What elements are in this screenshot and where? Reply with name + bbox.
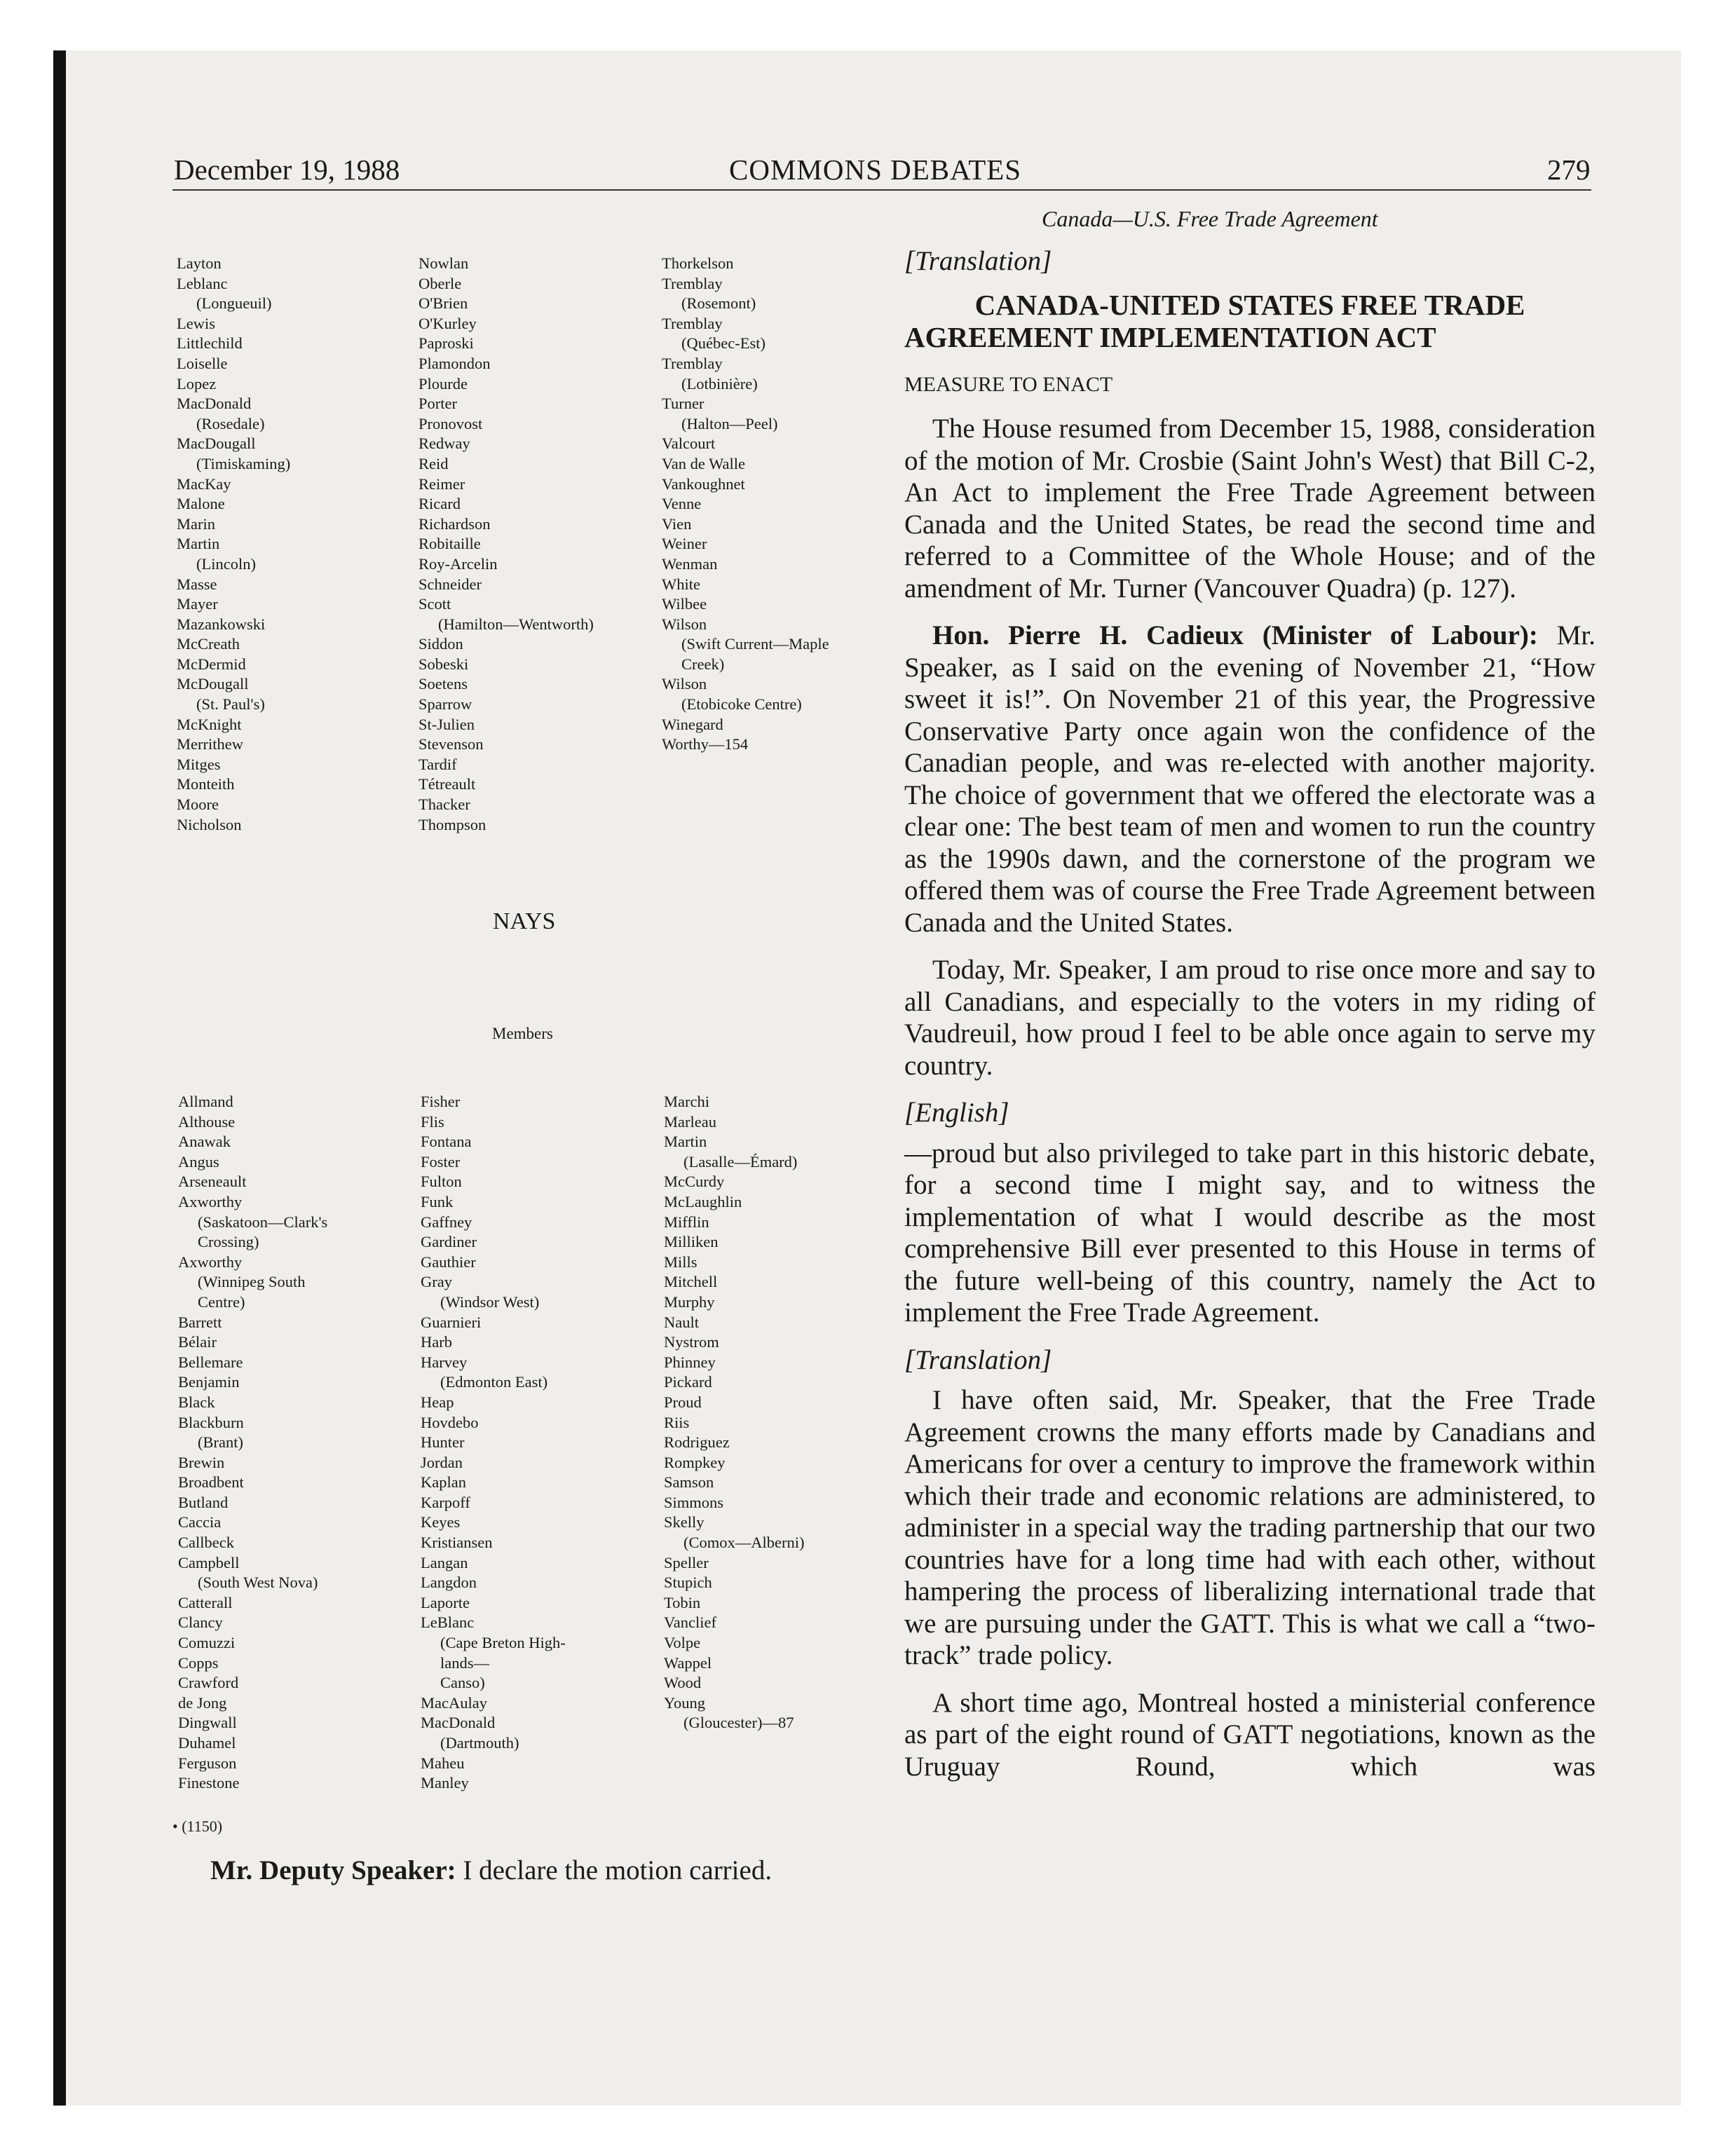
yeas-column-1 bbox=[177, 254, 290, 835]
member-name: Vien bbox=[662, 514, 692, 533]
member-name: Marleau bbox=[664, 1112, 716, 1131]
member-name: Soetens bbox=[419, 675, 468, 693]
yeas-column-2 bbox=[419, 254, 594, 835]
member-name: Valcourt bbox=[662, 435, 716, 453]
member-name: de Jong bbox=[178, 1693, 227, 1712]
member-name: Siddon bbox=[419, 635, 463, 653]
member-name: (Hamilton—Wentworth) bbox=[438, 615, 594, 633]
member-name: Sparrow bbox=[419, 695, 472, 714]
member-name: Laporte bbox=[421, 1593, 470, 1611]
member-name: Reimer bbox=[419, 475, 465, 493]
member-name: Black bbox=[178, 1393, 215, 1411]
member-name: Tobin bbox=[664, 1593, 701, 1611]
member-name: (Cape Breton High- bbox=[440, 1634, 566, 1652]
member-name: Wood bbox=[664, 1674, 702, 1692]
paragraph-1: The House resumed from December 15, 1988, consideration of the motion of Mr. Crosbie (Saint John's West) that Bill C-2, An Act to implement the Free Trade Agreement between Canada and the United States, be read the second time and referred to a Committee of the Whole House; and of the amendment of Mr. Turner (Vancouver Quadra) (p. 127). bbox=[904, 414, 1595, 603]
member-name: (Edmonton East) bbox=[440, 1373, 548, 1391]
member-name: (Winnipeg South bbox=[198, 1273, 306, 1291]
member-name: Roy-Arcelin bbox=[419, 554, 498, 573]
member-name: (Swift Current—Maple bbox=[681, 635, 829, 653]
member-name: Pronovost bbox=[419, 414, 483, 432]
header-date: December 19, 1988 bbox=[174, 153, 400, 186]
member-name: (Saskatoon—Clark's bbox=[198, 1213, 328, 1231]
member-name: Speller bbox=[664, 1553, 709, 1571]
member-name: (Brant) bbox=[198, 1433, 243, 1452]
member-name: Tremblay bbox=[662, 274, 723, 292]
member-name: Moore bbox=[177, 796, 219, 814]
deputy-speaker-line bbox=[210, 1855, 772, 1886]
member-name: Volpe bbox=[664, 1634, 701, 1652]
member-name: Mills bbox=[664, 1253, 698, 1271]
member-name: MacKay bbox=[177, 475, 231, 493]
member-name: Mifflin bbox=[664, 1213, 709, 1231]
member-name: Maheu bbox=[421, 1754, 465, 1772]
time-mark: • (1150) bbox=[172, 1817, 223, 1835]
member-name: Plourde bbox=[419, 374, 468, 393]
member-name: Campbell bbox=[178, 1553, 240, 1571]
speaker-name: Mr. Deputy Speaker: bbox=[210, 1855, 456, 1885]
member-name: Harvey bbox=[421, 1353, 468, 1371]
member-name: Mitges bbox=[177, 755, 221, 773]
member-name: Langan bbox=[421, 1553, 468, 1571]
member-name: Fulton bbox=[421, 1173, 462, 1191]
member-name: Mitchell bbox=[664, 1273, 718, 1291]
member-name: Sobeski bbox=[419, 655, 469, 673]
member-name: (Timiskaming) bbox=[196, 454, 291, 472]
member-name: Littlechild bbox=[177, 334, 243, 353]
member-name: (Windsor West) bbox=[440, 1292, 540, 1311]
paragraph-2 bbox=[904, 620, 1595, 939]
member-name: Duhamel bbox=[178, 1734, 236, 1752]
member-name: Wappel bbox=[664, 1653, 712, 1672]
member-name: Anawak bbox=[178, 1133, 231, 1151]
member-name: Layton bbox=[177, 254, 222, 272]
paragraph-5: I have often said, Mr. Speaker, that the Free Trade Agreement crowns the many efforts made by Canadians and Americans for over a century to improve the framework within which their trade and economic relations are administered, to administer in a special way the trading partnership that our two countries have for a long time had with each other, without hampering the process of liberalizing international trade that we are pursuing under the GATT. This is what we call a “two-track” trade policy. bbox=[904, 1385, 1595, 1670]
member-name: Vankoughnet bbox=[662, 475, 745, 493]
member-name: McCreath bbox=[177, 635, 240, 653]
member-name: Porter bbox=[419, 395, 457, 413]
member-name: Scott bbox=[419, 595, 451, 613]
member-name: Wilbee bbox=[662, 595, 707, 613]
member-name: Angus bbox=[178, 1152, 219, 1171]
member-name: MacDonald bbox=[421, 1714, 496, 1732]
member-name: Caccia bbox=[178, 1513, 222, 1531]
member-name: Hovdebo bbox=[421, 1413, 479, 1431]
member-name: Axworthy bbox=[178, 1192, 243, 1210]
translation-tag-2: [Translation] bbox=[904, 1344, 1052, 1375]
member-name: Proud bbox=[664, 1393, 702, 1411]
member-name: Lewis bbox=[177, 314, 215, 332]
member-name: Langdon bbox=[421, 1574, 477, 1592]
member-name: McDermid bbox=[177, 655, 246, 673]
member-name: Schneider bbox=[419, 575, 482, 593]
member-name: O'Kurley bbox=[419, 314, 477, 332]
member-name: Kaplan bbox=[421, 1473, 466, 1492]
member-name: Mazankowski bbox=[177, 615, 266, 633]
member-name: Guarnieri bbox=[421, 1313, 482, 1331]
member-name: Worthy—154 bbox=[662, 735, 749, 753]
member-name: Rodriguez bbox=[664, 1433, 730, 1452]
member-name: Heap bbox=[421, 1393, 454, 1411]
member-name: Axworthy bbox=[178, 1253, 243, 1271]
member-name: Tétreault bbox=[419, 775, 476, 793]
bill-title: CANADA-UNITED STATES FREE TRADE AGREEMENT IMPLEMENTATION ACT bbox=[904, 288, 1525, 353]
member-name: Gauthier bbox=[421, 1253, 476, 1271]
english-tag: [English] bbox=[904, 1098, 1009, 1128]
member-name: Venne bbox=[662, 495, 702, 513]
member-name: (Lasalle—Émard) bbox=[683, 1152, 798, 1171]
member-name: Masse bbox=[177, 575, 217, 593]
member-name: Fontana bbox=[421, 1133, 472, 1151]
member-name: Althouse bbox=[178, 1112, 236, 1131]
member-name: Bélair bbox=[178, 1333, 217, 1351]
yeas-column-3 bbox=[662, 254, 829, 755]
member-name: Nystrom bbox=[664, 1333, 719, 1351]
member-name: Thacker bbox=[419, 796, 470, 814]
member-name: Milliken bbox=[664, 1233, 719, 1251]
member-name: Callbeck bbox=[178, 1534, 234, 1552]
member-name: Merrithew bbox=[177, 735, 243, 753]
member-name: Flis bbox=[421, 1112, 444, 1131]
paragraph-6: A short time ago, Montreal hosted a ministerial conference as part of the eight round of GATT negotiations, known as the Uruguay Round, which was bbox=[904, 1687, 1595, 1782]
member-name: Marin bbox=[177, 514, 215, 533]
member-name: lands— bbox=[440, 1653, 489, 1672]
member-name: Creek) bbox=[681, 655, 725, 673]
member-name: White bbox=[662, 575, 700, 593]
member-name: (South West Nova) bbox=[198, 1574, 318, 1592]
member-name: Rompkey bbox=[664, 1453, 726, 1471]
subheading: MEASURE TO ENACT bbox=[904, 372, 1113, 396]
member-name: Fisher bbox=[421, 1093, 461, 1110]
member-name: Foster bbox=[421, 1152, 461, 1171]
paragraph-3: Today, Mr. Speaker, I am proud to rise once more and say to all Canadians, and especially to the voters in my riding of Vaudreuil, how proud I feel to be able once again to serve my country. bbox=[904, 955, 1595, 1081]
member-name: Comuzzi bbox=[178, 1634, 236, 1652]
member-name: Redway bbox=[419, 435, 470, 453]
member-name: Skelly bbox=[664, 1513, 705, 1531]
member-name: Arseneault bbox=[178, 1173, 247, 1191]
member-name: Wilson bbox=[662, 675, 707, 693]
member-name: Ferguson bbox=[178, 1754, 237, 1772]
member-name: Vanclief bbox=[664, 1613, 716, 1632]
member-name: (Etobicoke Centre) bbox=[681, 695, 802, 714]
member-name: Centre) bbox=[198, 1292, 245, 1311]
member-name: Winegard bbox=[662, 715, 723, 733]
member-name: Ricard bbox=[419, 495, 461, 513]
member-name: Copps bbox=[178, 1653, 219, 1672]
member-name: Leblanc bbox=[177, 274, 228, 292]
member-name: Nowlan bbox=[419, 254, 469, 272]
member-name: Pickard bbox=[664, 1373, 712, 1391]
member-name: Jordan bbox=[421, 1453, 463, 1471]
member-name: Wenman bbox=[662, 554, 718, 573]
member-name: Stevenson bbox=[419, 735, 484, 753]
member-name: Harb bbox=[421, 1333, 452, 1351]
member-name: Nicholson bbox=[177, 815, 242, 833]
member-name: Canso) bbox=[440, 1674, 485, 1692]
member-name: Monteith bbox=[177, 775, 235, 793]
member-name: (Lotbinière) bbox=[681, 374, 758, 393]
member-name: Bellemare bbox=[178, 1353, 243, 1371]
member-name: McDougall bbox=[177, 675, 249, 693]
nays-column-1 bbox=[178, 1092, 327, 1794]
page-binding-edge bbox=[53, 50, 66, 2106]
member-name: Murphy bbox=[664, 1292, 715, 1311]
member-name: (Québec-Est) bbox=[681, 334, 766, 353]
member-name: Barrett bbox=[178, 1313, 222, 1331]
member-name: Tremblay bbox=[662, 314, 723, 332]
member-name: Karpoff bbox=[421, 1493, 470, 1511]
member-name: Hunter bbox=[421, 1433, 465, 1452]
member-name: Benjamin bbox=[178, 1373, 240, 1391]
member-name: (Halton—Peel) bbox=[681, 414, 778, 432]
member-name: McCurdy bbox=[664, 1173, 725, 1191]
member-name: Paproski bbox=[419, 334, 474, 353]
member-name: Mayer bbox=[177, 595, 218, 613]
paragraph-4: —proud but also privileged to take part in this historic debate, for a second time I might say, and to witness the implementation of what I would describe as the most comprehensive Bill ever presented to this House in terms of the future well-being of this country, namely the Act to implement the Free Trade Agreement. bbox=[904, 1138, 1595, 1328]
member-name: Riis bbox=[664, 1413, 690, 1431]
member-name: Loiselle bbox=[177, 354, 228, 372]
member-name: Van de Walle bbox=[662, 454, 745, 472]
member-name: Robitaille bbox=[419, 535, 481, 553]
member-name: Manley bbox=[421, 1774, 469, 1792]
member-name: McLaughlin bbox=[664, 1192, 742, 1210]
member-name: (St. Paul's) bbox=[196, 695, 265, 714]
member-name: Lopez bbox=[177, 374, 217, 393]
member-name: LeBlanc bbox=[421, 1613, 475, 1632]
member-name: Crossing) bbox=[198, 1233, 259, 1251]
paragraph-2-text: Mr. Speaker, as I said on the evening of November 21, “How sweet it is!”. On November 21 of this year, the Progressive Conservative Party once again won the confidence of the Canadian people, and was re-elected with another majority. The choice of government that we offered the electorate was a clear one: The best team of men and women to run the country as the 1990s dawn, and the cornerstone of the program we offered them was of course the Free Trade Agreement between Canada and the United States. bbox=[904, 620, 1595, 938]
member-name: St-Julien bbox=[419, 715, 475, 733]
member-name: Gaffney bbox=[421, 1213, 472, 1231]
header-rule bbox=[172, 189, 1591, 191]
member-name: Weiner bbox=[662, 535, 707, 553]
member-name: Dingwall bbox=[178, 1714, 237, 1732]
member-name: (Lincoln) bbox=[196, 554, 256, 573]
member-name: Broadbent bbox=[178, 1473, 244, 1492]
member-name: Nault bbox=[664, 1313, 699, 1331]
member-name: Oberle bbox=[419, 274, 462, 292]
speaker-name-cadieux: Hon. Pierre H. Cadieux (Minister of Labour): bbox=[932, 620, 1538, 650]
member-name: Butland bbox=[178, 1493, 229, 1511]
members-heading: Members bbox=[492, 1025, 553, 1042]
member-name: Crawford bbox=[178, 1674, 239, 1692]
member-name: Simmons bbox=[664, 1493, 724, 1511]
member-name: Funk bbox=[421, 1192, 454, 1210]
running-head: Canada—U.S. Free Trade Agreement bbox=[1042, 206, 1378, 231]
member-name: Catterall bbox=[178, 1593, 233, 1611]
member-name: Richardson bbox=[419, 514, 491, 533]
deputy-statement: I declare the motion carried. bbox=[456, 1855, 773, 1885]
member-name: Allmand bbox=[178, 1093, 233, 1110]
member-name: (Gloucester)—87 bbox=[683, 1714, 794, 1732]
member-name: Wilson bbox=[662, 615, 707, 633]
member-name: Malone bbox=[177, 495, 225, 513]
header-title: COMMONS DEBATES bbox=[729, 153, 1022, 186]
nays-column-3 bbox=[664, 1092, 804, 1733]
member-name: (Dartmouth) bbox=[440, 1734, 519, 1752]
member-name: Stupich bbox=[664, 1574, 712, 1592]
member-name: Finestone bbox=[178, 1774, 240, 1792]
member-name: (Rosedale) bbox=[196, 414, 265, 432]
translation-tag: [Translation] bbox=[904, 246, 1052, 276]
member-name: Martin bbox=[177, 535, 220, 553]
member-name: MacDougall bbox=[177, 435, 256, 453]
member-name: Brewin bbox=[178, 1453, 225, 1471]
member-name: Young bbox=[664, 1693, 705, 1712]
member-name: Tardif bbox=[419, 755, 457, 773]
member-name: Samson bbox=[664, 1473, 714, 1492]
member-name: Kristiansen bbox=[421, 1534, 493, 1552]
member-name: Tremblay bbox=[662, 354, 723, 372]
member-name: Gardiner bbox=[421, 1233, 477, 1251]
member-name: (Longueuil) bbox=[196, 294, 272, 313]
member-name: Keyes bbox=[421, 1513, 461, 1531]
nays-column-2 bbox=[421, 1092, 566, 1794]
member-name: Marchi bbox=[664, 1093, 709, 1110]
member-name: O'Brien bbox=[419, 294, 468, 313]
member-name: McKnight bbox=[177, 715, 242, 733]
member-name: Clancy bbox=[178, 1613, 223, 1632]
member-name: Plamondon bbox=[419, 354, 491, 372]
member-name: Phinney bbox=[664, 1353, 716, 1371]
member-name: Gray bbox=[421, 1273, 452, 1291]
nays-heading: NAYS bbox=[493, 908, 556, 934]
member-name: Turner bbox=[662, 395, 705, 413]
member-name: MacAulay bbox=[421, 1693, 487, 1712]
member-name: Martin bbox=[664, 1133, 707, 1151]
member-name: Thorkelson bbox=[662, 254, 734, 272]
page-number: 279 bbox=[1547, 153, 1591, 186]
member-name: (Rosemont) bbox=[681, 294, 756, 313]
member-name: MacDonald bbox=[177, 395, 252, 413]
member-name: (Comox—Alberni) bbox=[683, 1534, 805, 1552]
member-name: Thompson bbox=[419, 815, 487, 833]
member-name: Blackburn bbox=[178, 1413, 244, 1431]
right-column bbox=[904, 245, 1595, 1782]
member-name: Reid bbox=[419, 454, 449, 472]
